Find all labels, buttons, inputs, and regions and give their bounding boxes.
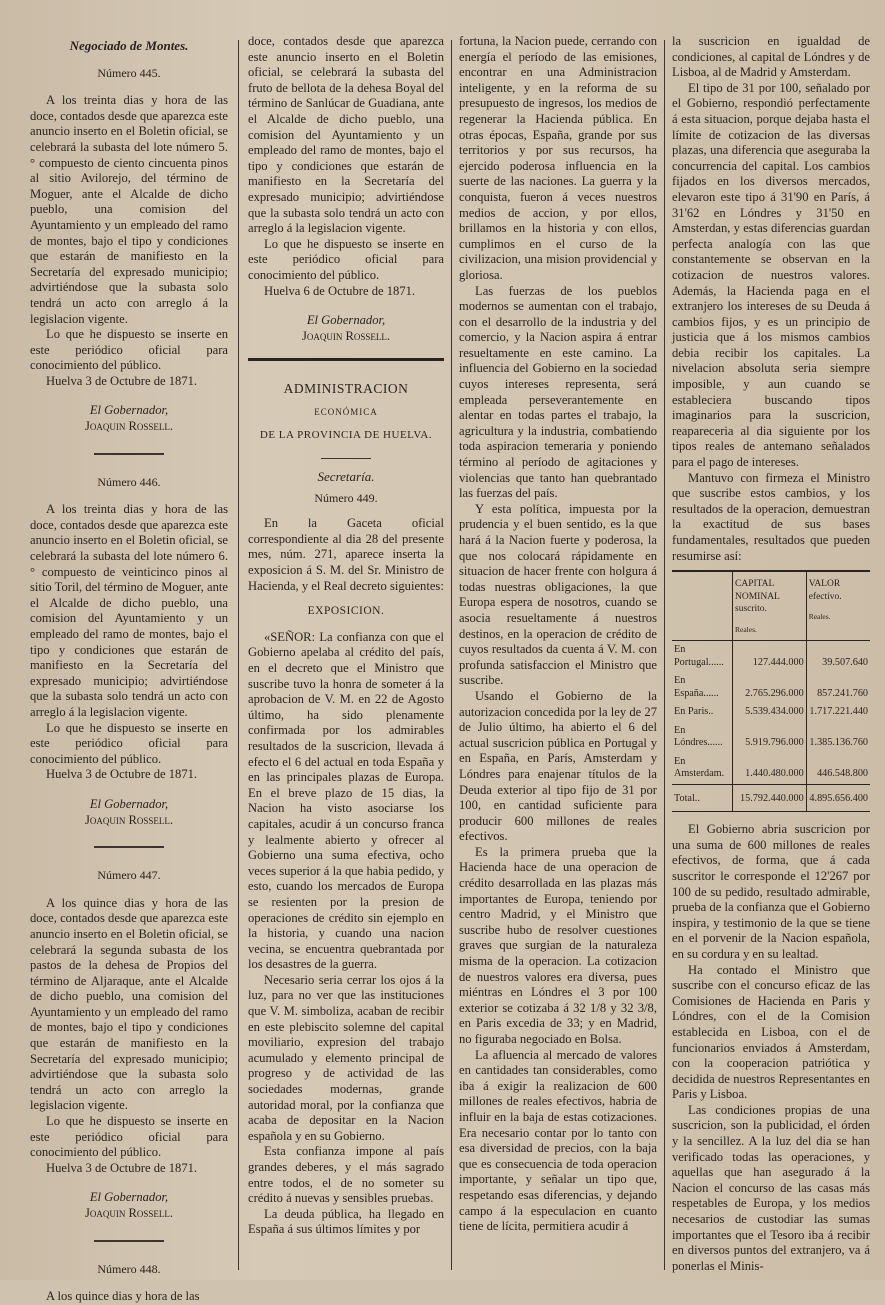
- column-3: [459, 34, 657, 1274]
- paragraph: Las condiciones propias de una suscricion, son la publicidad, el órden y la sencillez. A la luz del dia se han verificado todas las operaciones, y aquellas que han asegurado á la Nacion el concurso de las casas más respetables de Europa, y los medios necesarios de custodiar las sumas importantes que el Tesoro iba á recibir en diversos puntos del extranjero, va á ponerlas el Minis-: [672, 1102, 870, 1273]
- row-label: En Portugal......: [674, 644, 724, 668]
- paragraph: Necesario seria cerrar los ojos á la luz, para no ver que las instituciones que V. M. simboliza, acaban de recibir en este plebiscito solemne del capital moviliario, expresion del trabajo acumulado y elemento principal de progreso y de actividad de las sociedades modernas, grande autoridad moral, por la confianza que acaba de depositar en la Nacion española y en su Gobierno.: [248, 972, 444, 1143]
- column-rule: [451, 40, 452, 1270]
- signer-title: El Gobernador,: [89, 403, 169, 418]
- notice-body: A los treinta dias y hora de las doce, contados desde que aparezca este anuncio inserto en el Boletin oficial, se celebrará la subasta del lote número 6.° compuesto de veinticinco pinos al sitio Toril, del término de Moguer, ante el Alcalde de dicho pueblo, una comision del Ayuntamiento y un empleado del ramo de montes, bajo el tipo y condiciones que estarán de manifiesto en la Secretaría del expresado municipio; advirtiéndose que la subasta solo tendrá un acto con arreglo á la legislacion vigente.: [30, 502, 228, 719]
- paragraph: Mantuvo con firmeza el Ministro que suscribe estos cambios, y los resultados de la operacion, demuestran la exactitud de sus bases fundamentales, resultados que pueden resumirse así:: [672, 470, 870, 563]
- paragraph: El Gobierno abria suscricion por una suma de 600 millones de reales efectivos, de forma, que á cada suscritor le corresponde el 12'267 por 100 de su pedido, resultado admirable, prueba de la confianza que el Gobierno inspira, y testimonio de la que se tiene en el porvenir de la Nacion española, en su cordura y en su lealtad.: [672, 822, 870, 961]
- signer-title: El Gobernador,: [89, 796, 169, 811]
- notice-number: Número 446.: [97, 474, 161, 489]
- notice-445: [30, 66, 228, 435]
- column-4: [672, 34, 870, 1274]
- total-label: Total..: [672, 784, 733, 812]
- admin-heading: ADMINISTRACION: [283, 381, 409, 397]
- row-valor: 1.717.221.440: [806, 703, 870, 722]
- paragraph: Esta confianza impone al país grandes deberes, y el más sagrado entre todos, el de no someter su crédito á nuevas y sensibles pruebas.: [248, 1144, 444, 1206]
- paragraph: La deuda pública, ha llegado en España á sus últimos límites y por: [248, 1206, 444, 1237]
- notice-body: A los treinta dias y hora de las doce, contados desde que aparezca este anuncio inserto en el Boletin oficial, se celebrará la subasta del lote número 5.° compuesto de ciento cincuenta pinos al sitio Avilorejo, del término de Moguer, ante el Alcalde de dicho pueblo, una comision del Ayuntamiento y un empleado del ramo de montes, bajo el tipo y condiciones que estarán de manifiesto en la Secretaría del expresado municipio; advirtiéndose que la subasta solo tendrá un acto con arreglo á la legislacion vigente.: [30, 93, 228, 326]
- notice-448: [30, 1262, 228, 1305]
- secretaria-heading: Secretaría.: [317, 469, 375, 485]
- row-label: En Amsterdam.: [674, 755, 725, 780]
- paragraph: Y esta política, impuesta por la prudencia y el buen sentido, es la que hará á la Nacion fuerte y poderosa, la que nos colocará rápidamente en situacion de hacer frente con holgura á todas nuestras obligaciones, la que Europa espera de nosotros, cuando se asocia resueltamente á nuestros destinos, en la operacion de crédito de cuyos resultados da cuenta á V. M. con profunda satisfaccion el Ministro que suscribe.: [459, 501, 657, 688]
- row-valor: 857.241.760: [806, 672, 870, 703]
- row-nominal: 5.539.434.000: [733, 703, 807, 722]
- row-valor: 446.548.800: [806, 753, 870, 785]
- notice-448-continued: doce, contados desde que aparezca este anuncio inserto en el Boletin oficial, se celebrará la subasta del fruto de bellota de la dehesa Boyal del término de Sanlúcar de Guadiana, ante el Alcalde de dicho pueblo, una comision del Ayuntamiento y un empleado del ramo de montes, bajo el tipo y condiciones que estarán de manifiesto en la Secretaría del expresado municipio; advirtiéndose que la subasta solo tendrá un acto con arreglo á la legislacion vigente.: [248, 34, 444, 236]
- notice-body: A los quince dias y hora de las: [46, 1289, 200, 1304]
- signer-title: El Gobernador,: [89, 1190, 169, 1205]
- paragraph: Usando el Gobierno de la autorizacion concedida por la ley de 27 de Julio último, ha abierto el 6 del actual suscricion pública en Portugal y en España, en París, Amsterdam y Lóndres para enajenar títulos de la Deuda exterior al tipo fijo de 31 por 100, en cantidad suficiente para producir 600 millones de reales efectivos.: [459, 688, 657, 844]
- table-header-valor: [806, 571, 870, 641]
- notice-date: Huelva 3 de Octubre de 1871.: [46, 1160, 198, 1175]
- notice-intro: En la Gaceta oficial correspondiente al dia 28 del presente mes, núm. 271, aparece inserta la exposicion á S. M. del Sr. Ministro de Hacienda, y el Real decreto siguientes:: [248, 516, 444, 593]
- column-rule: [664, 40, 665, 1270]
- notice-447: [30, 868, 228, 1221]
- unit-label: Reales.: [808, 612, 831, 622]
- subscription-table: [672, 570, 870, 812]
- notice-date: Huelva 3 de Octubre de 1871.: [46, 767, 198, 782]
- paragraph: Es la primera prueba que la Hacienda hace de una operacion de crédito desarrollada en las plazas más importantes de Europa, teniendo por centro Madrid, y el Ministro que suscribe hubo de resolver cuestiones graves que surgian de la naturaleza misma de la operacion. La cotizacion de nuestros valores era diversa, pues miéntras en Lóndres el 3 por 100 exterior se cotizaba á 32 1/8 y 32 3/8, en Paris excedia de 33; y en Madrid, no figuraba negociado en Bolsa.: [459, 844, 657, 1046]
- separator: [321, 458, 371, 459]
- table-row: [672, 641, 870, 673]
- row-valor: 1.385.136.760: [806, 722, 870, 753]
- separator: [94, 453, 164, 455]
- table-header-empty: [672, 571, 733, 641]
- notice-closing: Lo que he dispuesto se inserte en este periódico oficial para conocimiento del público.: [30, 720, 228, 766]
- table-row: [672, 753, 870, 785]
- column-rule: [238, 40, 239, 1270]
- notice-446: [30, 475, 228, 828]
- paragraph: Las fuerzas de los pueblos modernos se aumentan con el trabajo, con el desarrollo de la industria y del comercio, y la Nacion aspira á entrar resueltamente en este camino. La influencia del Gobierno en la sociedad cuyos intereses representa, será empleada perseverantemente en alentar en todas partes el trabajo, la agricultura y la industria, combatiendo toda aspiracion temeraria y poniendo término al período de agitaciones y violencias que tanto han quebrantado las fuerzas del país.: [459, 283, 657, 501]
- paragraph: «SEÑOR: La confianza con que el Gobierno apelaba al crédito del país, en el decreto que el Ministro que suscribe tuvo la honra de someter á la aprobacion de V. M. en 22 de Agosto último, ha sido plenamente confirmada por los admirables resultados de la suscricion, llevada á efecto el 6 del actual en toda España y en las principales plazas de Europa. En el breve plazo de 15 dias, la Nacion ha visto asociarse los capitales, acudir á un concurso franca y lealmente abierto y ofrecer al Gobierno una suma efectiva, ocho veces superior á la que habia pedido, y esto, cuando los mercados de Europa se resienten por la presion de operaciones de crédito sin ejemplo en la historia, y cuando una nacion vecina, se encuentra quebrantada por los desastres de la guerra.: [248, 629, 444, 972]
- separator: [94, 846, 164, 848]
- column-1: [30, 34, 228, 1304]
- notice-date: Huelva 3 de Octubre de 1871.: [46, 373, 198, 388]
- table-header-nominal: [733, 571, 807, 641]
- notice-closing: Lo que he dispuesto se inserte en este periódico oficial para conocimiento del público.: [248, 236, 444, 282]
- signer-name: Joaquin Rossell.: [301, 328, 391, 343]
- signer-name: Joaquin Rossell.: [84, 1206, 174, 1220]
- section-title: Negociado de Montes.: [69, 38, 189, 53]
- separator: [94, 1240, 164, 1242]
- table-header-row: [672, 571, 870, 641]
- row-nominal: 5.919.796.000: [733, 722, 807, 753]
- total-nominal: 15.792.440.000: [733, 784, 807, 812]
- paragraph: Ha contado el Ministro que suscribe con el concurso eficaz de las Comisiones de Hacienda en Paris y Lóndres, con el de la Comision establecida en Lisboa, con el de funcionarios enviados á Amsterdam, con la cooperacion patriótica y decidida de nuestros Representantes en Paris y Lisboa.: [672, 962, 870, 1102]
- signer-name: Joaquin Rossell.: [84, 812, 174, 827]
- province-heading: DE LA PROVINCIA DE HUELVA.: [259, 429, 433, 442]
- table-row: [672, 722, 870, 753]
- header-nominal-label: CAPITAL NOMINAL suscrito.: [735, 579, 780, 615]
- notice-number: Número 445.: [97, 65, 161, 80]
- table-total-row: [672, 784, 870, 812]
- column-2: [248, 34, 444, 1274]
- notice-closing: Lo que he dispuesto se inserte en este periódico oficial para conocimiento del público.: [30, 1114, 228, 1160]
- row-valor: 39.507.640: [806, 641, 870, 673]
- row-label: En Paris..: [674, 706, 714, 718]
- unit-label: Reales.: [735, 624, 757, 634]
- paragraph: El tipo de 31 por 100, señalado por el Gobierno, respondió perfectamente á esta situacion, porque dejaba hasta el límite de cotizacion de las diversas plazas, una diferencia que aseguraba la concurrencia del capital. Los cambios fijados en los diversos mercados, elevaron este tipo á 31'90 en París, á 31'62 en Lóndres y 31'50 en Amsterdan, y estas diferencias guardan perfecta analogía con las que constantemente se observan en la cotizacion de nuestros valores. Además, la Hacienda paga en el extranjero los intereses de su Deuda á cambios fijos, y es un principio de justicia que á los mismos cambios debia recibir los capitales. La nivelacion absoluta seria siempre imposible, y aun cuando se estableciera buscando tipos imaginarios para la suscricion, reapareceria al dia siguiente por los tipos reales de antemano señalados para el pago de intereses.: [672, 80, 870, 470]
- paragraph: fortuna, la Nacion puede, cerrando con energía el período de las emisiones, encontrar en una Administracion inteligente, y en la reforma de su presupuesto de ingresos, los medios de regenerar la Hacienda pública. En otras épocas, España, grande por sus territorios y por sus recursos, ha ejercido poderosa influencia en la suerte de las naciones. La guerra y la conquista, fueron á veces nuestros medios de accion, y por ellos, brillamos en la historia y con ellos, cumplimos en el curso de la civilizacion, una mision providencial y gloriosa.: [459, 34, 657, 282]
- notice-closing: Lo que he dispuesto se inserte en este periódico oficial para conocimiento del público.: [30, 327, 228, 373]
- table-row: [672, 703, 870, 722]
- paragraph: La afluencia al mercado de valores en cantidades tan considerables, como iba á exigir la realizacion de 600 millones de reales efectivos, habria de influir en la baja de estas cotizaciones. Era necesario contar por lo tanto con esa diversidad de precios, con la baja que es consecuencia de toda operacion importante, y señalar un tipo que, respetando esas diferencias, y dejando campo á la especulacion en cuanto tiene de lícita, permitiera acudir á: [459, 1047, 657, 1234]
- total-valor: 4.895.656.400: [806, 784, 870, 812]
- row-label: En Lóndres......: [674, 724, 723, 749]
- notice-date: Huelva 6 de Octubre de 1871.: [264, 283, 416, 298]
- header-valor-label: VALOR efectivo.: [808, 579, 842, 602]
- notice-body: A los quince dias y hora de las doce, contados desde que aparezca este anuncio inserto en el Boletin oficial, se celebrará la segunda subasta de los pastos de la dehesa de Propios del término de Aljaraque, ante el Alcalde de dicho pueblo, una comision del Ayuntamiento y un empleado del ramo de montes, bajo el tipo y condiciones que estarán de manifiesto en la Secretaría del expresado municipio; advirtiéndose que la subasta solo tendrá un acto con arreglo la legislacion vigente.: [30, 895, 228, 1113]
- paragraph: la suscricion en igualdad de condiciones, al capital de Lóndres y de Lisboa, al de Madrid y Amsterdam.: [672, 34, 870, 80]
- notice-number: Número 448.: [97, 1261, 161, 1276]
- row-nominal: 1.440.480.000: [733, 753, 807, 785]
- signer-title: El Gobernador,: [306, 313, 386, 328]
- notice-number: Número 449.: [314, 490, 378, 505]
- row-label: En España......: [674, 675, 719, 699]
- notice-number: Número 447.: [97, 868, 161, 883]
- row-nominal: 127.444.000: [733, 641, 807, 673]
- row-nominal: 2.765.296.000: [733, 672, 807, 703]
- signer-name: Joaquin Rossell.: [84, 419, 174, 434]
- admin-subheading: ECONÓMICA: [314, 406, 378, 417]
- exposicion-heading: EXPOSICION.: [307, 605, 385, 618]
- table-row: [672, 672, 870, 703]
- section-divider: [248, 358, 444, 361]
